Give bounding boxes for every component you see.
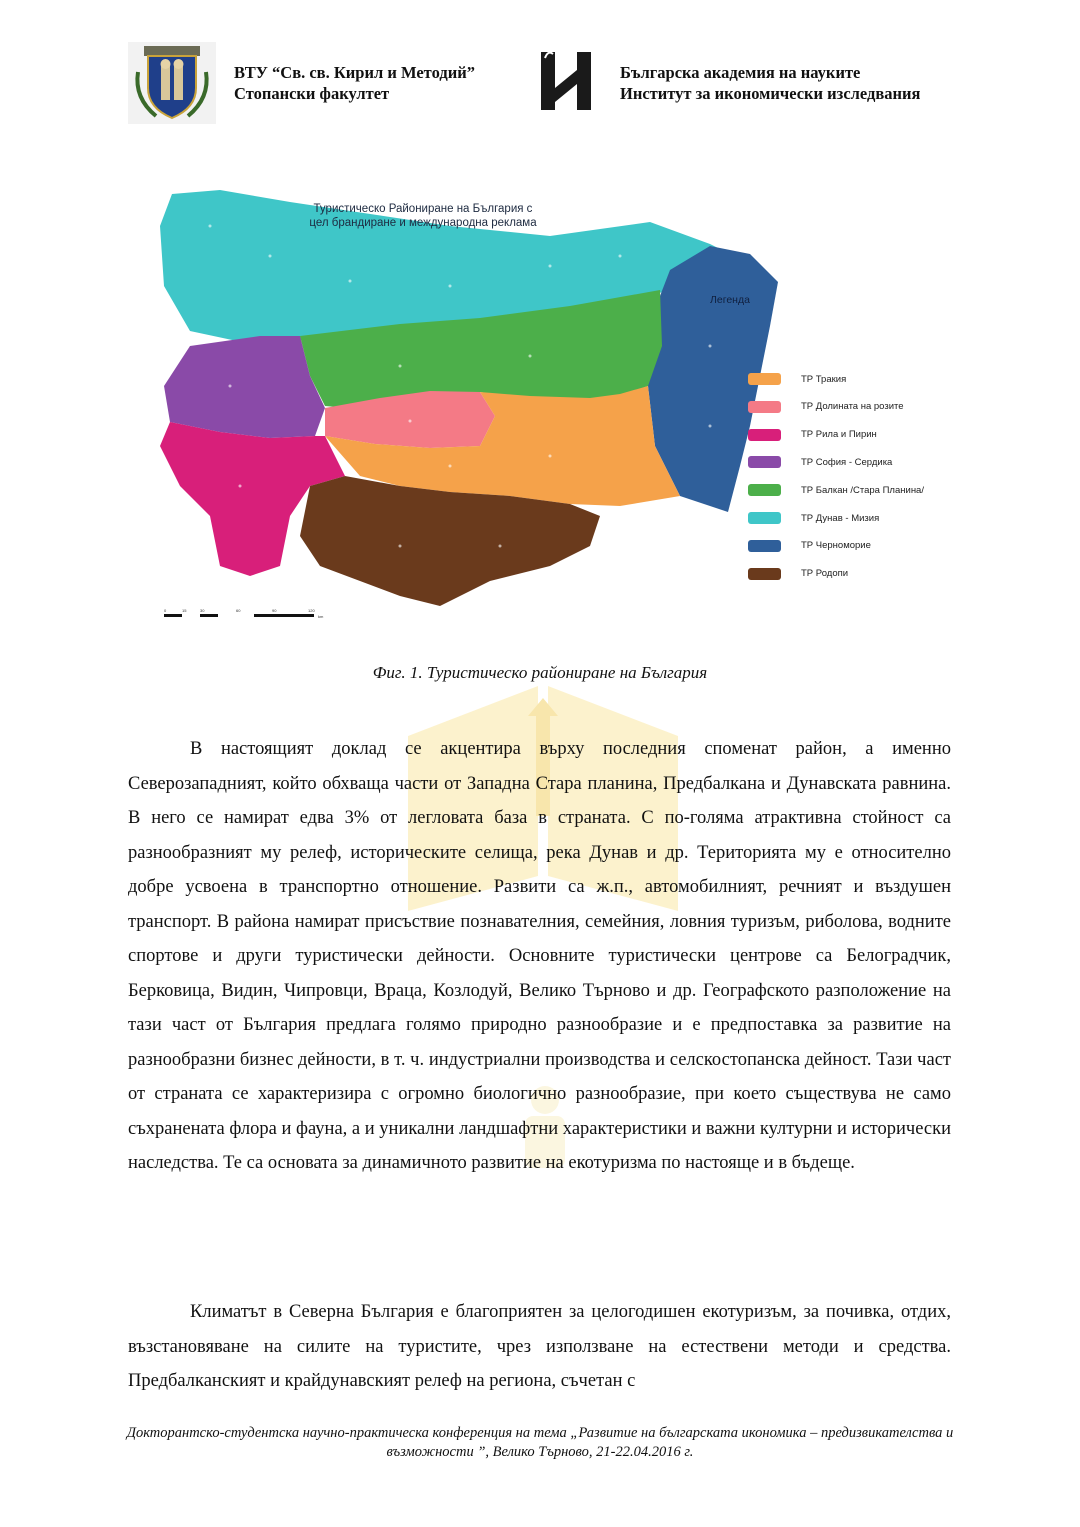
legend-swatch (748, 540, 781, 552)
scale-label: 120 (308, 608, 315, 613)
map-title: Туристическо Райониране на България с цел брандиране и международна реклама (309, 203, 537, 229)
region-sofia (164, 336, 325, 438)
legend-item (748, 455, 892, 469)
paragraph-1 (128, 732, 951, 1181)
legend-label: ТР Дунав - Мизия (801, 512, 880, 524)
legend-item (748, 483, 924, 497)
legend-label: ТР Родопи (801, 568, 849, 580)
header-right-affiliation (620, 62, 920, 104)
legend-item (748, 539, 871, 553)
scale-label: 90 (272, 608, 277, 613)
legend-swatch (748, 484, 781, 496)
figure-caption: Фиг. 1. Туристическо райониране на България (372, 663, 708, 682)
legend-item (748, 567, 848, 581)
institute-logo-icon (537, 48, 595, 114)
tourism-regions-map (150, 186, 950, 626)
header-right-line1: Българска академия на науките (620, 63, 861, 82)
legend-item (748, 400, 904, 414)
paragraph-2 (128, 1295, 951, 1399)
legend-label: ТР Долината на розите (801, 401, 904, 413)
scale-label: 30 (200, 608, 205, 613)
scale-label: 15 (182, 608, 187, 613)
legend-swatch (748, 512, 781, 524)
legend-title: Легенда (710, 294, 750, 306)
legend-item (748, 511, 879, 525)
scale-unit: km (318, 614, 324, 619)
legend-item (748, 428, 877, 442)
page-footer: Докторантско-студентска научно-практическа конференция на тема „Развитие на българската икономика – предизвикателства и възможности ”, Велико Търново, 21-22.04.2016 г. (126, 1425, 954, 1460)
scale-label: 0 (164, 608, 167, 613)
legend-label: ТР Рила и Пирин (801, 429, 877, 441)
legend-swatch (748, 429, 781, 441)
legend-label: ТР Черноморие (801, 540, 871, 552)
legend-label: ТР Тракия (801, 373, 847, 385)
header-left-line2: Стопански факултет (234, 84, 390, 103)
legend-label: ТР Балкан /Стара Планина/ (801, 484, 924, 496)
header-left-line1: ВТУ “Св. св. Кирил и Методий” (234, 63, 475, 82)
scale-label: 60 (236, 608, 241, 613)
university-seal-icon (128, 42, 216, 124)
legend-label: ТР София - Сердика (801, 456, 893, 468)
header-right-line2: Институт за икономически изследвания (620, 84, 921, 103)
legend-swatch (748, 568, 781, 580)
scale-bar (164, 606, 334, 629)
paragraph-2-text: Климатът в Северна България е благоприятен за целогодишен екотуризъм, за почивка, отдих, възстановяване на силите на туристите, чрез използване на естествени методи и средства. Предбалканският и крайдунавският релеф на региона, съчетан с (128, 1302, 951, 1391)
header-left-affiliation (234, 62, 475, 104)
legend-item (748, 372, 846, 386)
legend-swatch (748, 373, 781, 385)
paragraph-1-text: В настоящият доклад се акцентира върху последния споменат район, а именно Северозападният, който обхваща части от Западна Стара планина, Предбалкана и Дунавската равнина. В него се намират едва 3% от легловата база в страната. С по-голяма атрактивна стойност са разнообразният му релеф, историческите селища, река Дунав и др. Територията му е относително добре усвоена в транспортно отношение. Развити са ж.п., автомобилният, речният и въздушен транспорт. В района намират присъствие познавателния, семейния, ловния туризъм, риболова, водните спортове и други туристически дейности. Основните туристически центрове са Белоградчик, Берковица, Видин, Чипровци, Враца, Козлодуй, Велико Търново и др. Географското разположение на тази част от България предлага голямо природно разнообразие и е предпоставка за развитие на разнообразни бизнес дейности, в т. ч. индустриални производства и селскостопанска дейност. Тази част от страната се характеризира с огромно биологично разнообразие, при което съществува не само съхранената флора и фауна, а и уникални ландшафтни характеристики и важни културни и исторически наследства. Те са основата за динамичното развитие на екотуризма по настояще и в бъдеще. (128, 739, 951, 1173)
legend-swatch (748, 456, 781, 468)
legend-swatch (748, 401, 781, 413)
